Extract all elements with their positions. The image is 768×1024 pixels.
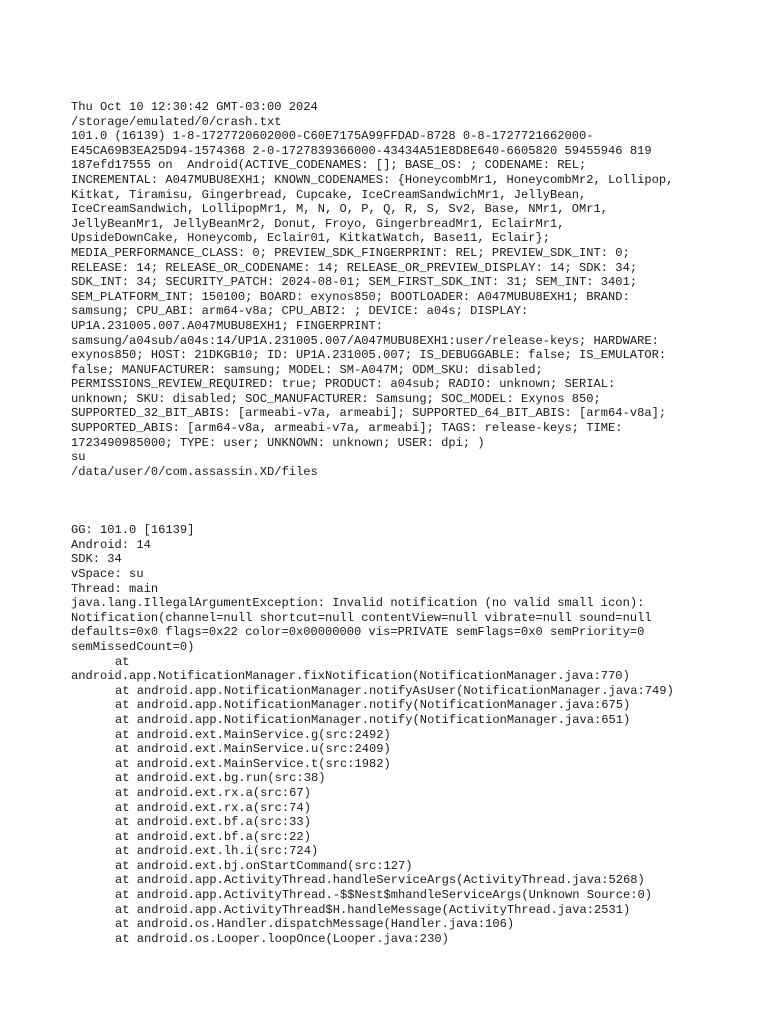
crash-info-line: SDK: 34 (71, 552, 122, 567)
stack-frame: at android.app.NotificationManager.notifyAsUser(NotificationManager.java:749) (115, 683, 674, 698)
build-info-line: SEM_PLATFORM_INT: 150100; BOARD: exynos850; BOOTLOADER: A047MUBU8EXH1; BRAND: (71, 289, 630, 304)
build-info-line: 101.0 (16139) 1-8-1727720602000-C60E7175A99FFDAD-8728 0-8-1727721662000- (71, 129, 594, 144)
crash-info-line: Thread: main (71, 581, 159, 596)
stack-frame: at android.app.NotificationManager.notify(NotificationManager.java:651) (115, 712, 631, 727)
stack-frame: at android.ext.MainService.g(src:2492) (115, 727, 391, 742)
build-info-line: SDK_INT: 34; SECURITY_PATCH: 2024-08-01; SEM_FIRST_SDK_INT: 31; SEM_INT: 3401; (71, 275, 638, 290)
stack-frame: at android.ext.bf.a(src:22) (115, 829, 311, 844)
stack-frame-prefix: at (115, 654, 130, 669)
build-info-line: 1723490985000; TYPE: user; UNKNOWN: unknown; USER: dpi; ) (71, 435, 485, 450)
build-info-line: UP1A.231005.007.A047MUBU8EXH1; FINGERPRINT: (71, 318, 384, 333)
stack-frame: at android.ext.rx.a(src:74) (115, 800, 311, 815)
stack-frame: at android.app.ActivityThread$H.handleMessage(ActivityThread.java:2531) (115, 902, 631, 917)
build-info-line: 187efd17555 on Android(ACTIVE_CODENAMES: []; BASE_OS: ; CODENAME: REL; (71, 158, 587, 173)
build-info-line: SUPPORTED_ABIS: [arm64-v8a, armeabi-v7a, armeabi]; TAGS: release-keys; TIME: (71, 421, 623, 436)
stack-frame: at android.app.ActivityThread.-$$Nest$mhandleServiceArgs(Unknown Source:0) (115, 888, 653, 903)
blank-line (71, 479, 761, 494)
crash-info-block (71, 523, 761, 596)
build-info-line: IceCreamSandwich, LollipopMr1, M, N, O, P, Q, R, S, Sv2, Base, NMr1, OMr1, (71, 202, 609, 217)
build-info-line: JellyBeanMr1, JellyBeanMr2, Donut, Froyo, GingerbreadMr1, EclairMr1, (71, 216, 565, 231)
stack-frame-first: android.app.NotificationManager.fixNotification(NotificationManager.java:770) (71, 669, 630, 684)
exception-line: java.lang.IllegalArgumentException: Invalid notification (no valid small icon): (71, 596, 645, 611)
su-line: su (71, 450, 86, 465)
build-info-line: samsung; CPU_ABI: arm64-v8a; CPU_ABI2: ; DEVICE: a04s; DISPLAY: (71, 304, 529, 319)
build-info-line: unknown; SKU: disabled; SOC_MANUFACTURER: Samsung; SOC_MODEL: Exynos 850; (71, 391, 601, 406)
build-info-line: samsung/a04sub/a04s:14/UP1A.231005.007/A047MUBU8EXH1:user/release-keys; HARDWARE: (71, 333, 659, 348)
stack-trace (71, 684, 761, 947)
stack-frame: at android.ext.rx.a(src:67) (115, 785, 311, 800)
blank-line (71, 494, 761, 509)
build-info-line: MEDIA_PERFORMANCE_CLASS: 0; PREVIEW_SDK_FINGERPRINT: REL; PREVIEW_SDK_INT: 0; (71, 245, 630, 260)
stack-frame: at android.ext.bg.run(src:38) (115, 771, 326, 786)
build-info-line: Kitkat, Tiramisu, Gingerbread, Cupcake, IceCreamSandwichMr1, JellyBean, (71, 187, 587, 202)
build-info-line: UpsideDownCake, Honeycomb, Eclair01, KitkatWatch, Base11, Eclair}; (71, 231, 550, 246)
build-info-line: E45CA69B3EA25D94-1574368 2-0-1727839366000-43434A51E8D8E640-6605820 59455946 819 (71, 143, 652, 158)
exception-line: defaults=0x0 flags=0x22 color=0x00000000 vis=PRIVATE semFlags=0x0 semPriority=0 (71, 625, 645, 640)
blank-line (71, 509, 761, 524)
stack-frame: at android.os.Handler.dispatchMessage(Handler.java:106) (115, 917, 515, 932)
exception-line: Notification(channel=null shortcut=null contentView=null vibrate=null sound=null (71, 610, 652, 625)
stack-frame: at android.ext.MainService.t(src:1982) (115, 756, 391, 771)
stack-frame: at android.ext.MainService.u(src:2409) (115, 742, 391, 757)
build-info-line: RELEASE: 14; RELEASE_OR_CODENAME: 14; RELEASE_OR_PREVIEW_DISPLAY: 14; SDK: 34; (71, 260, 638, 275)
stack-frame: at android.ext.bj.onStartCommand(src:127) (115, 858, 413, 873)
exception-message-block (71, 596, 761, 654)
crash-log (71, 100, 761, 946)
files-path: /data/user/0/com.assassin.XD/files (71, 464, 318, 479)
crash-info-line: vSpace: su (71, 567, 144, 581)
crash-file-path: /storage/emulated/0/crash.txt (71, 114, 282, 129)
build-info-line: INCREMENTAL: A047MUBU8EXH1; KNOWN_CODENAMES: {HoneycombMr1, HoneycombMr2, Lollipop, (71, 172, 674, 187)
build-info-line: false; MANUFACTURER: samsung; MODEL: SM-A047M; ODM_SKU: disabled; (71, 362, 543, 377)
crash-info-line: Android: 14 (71, 537, 151, 552)
build-info-line: PERMISSIONS_REVIEW_REQUIRED: true; PRODUCT: a04sub; RADIO: unknown; SERIAL: (71, 377, 616, 392)
crash-info-line: GG: 101.0 [16139] (71, 523, 195, 538)
crash-timestamp: Thu Oct 10 12:30:42 GMT-03:00 2024 (71, 100, 318, 114)
build-info-line: SUPPORTED_32_BIT_ABIS: [armeabi-v7a, armeabi]; SUPPORTED_64_BIT_ABIS: [arm64-v8a]; (71, 406, 667, 421)
stack-frame: at android.app.NotificationManager.notify(NotificationManager.java:675) (115, 698, 631, 713)
build-info-line: exynos850; HOST: 21DKGB10; ID: UP1A.231005.007; IS_DEBUGGABLE: false; IS_EMULATOR: (71, 348, 667, 363)
stack-frame: at android.ext.bf.a(src:33) (115, 815, 311, 830)
build-info-block (71, 129, 761, 450)
stack-frame: at android.ext.lh.i(src:724) (115, 844, 319, 859)
stack-frame: at android.app.ActivityThread.handleServiceArgs(ActivityThread.java:5268) (115, 873, 645, 888)
exception-line: semMissedCount=0) (71, 639, 195, 654)
stack-frame: at android.os.Looper.loopOnce(Looper.java:230) (115, 931, 449, 946)
